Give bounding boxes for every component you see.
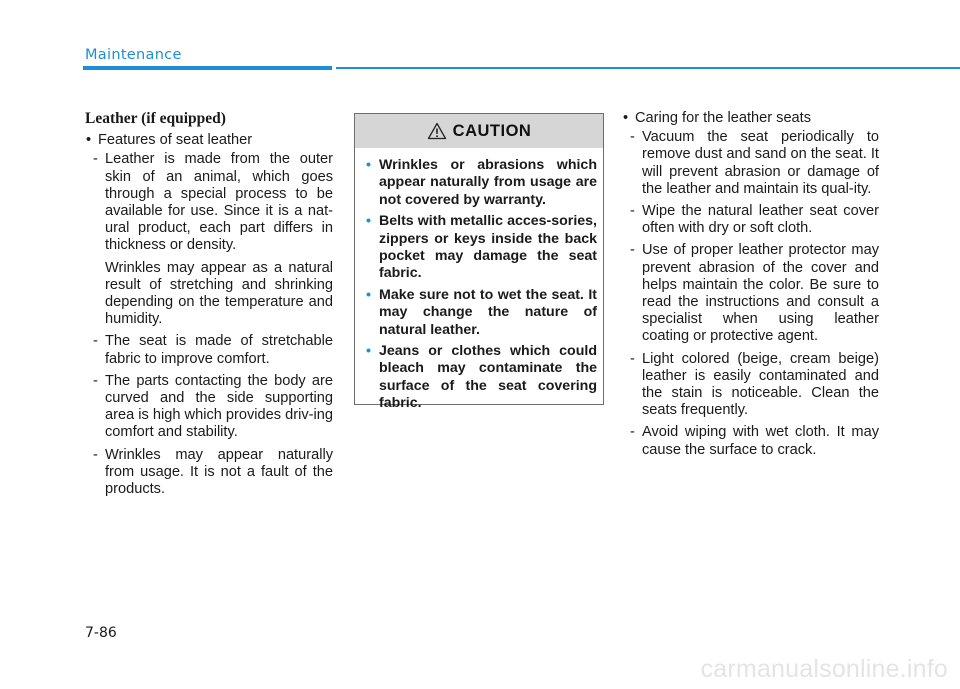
caution-item-text: Wrinkles or abrasions which appear naturally from usage are not covered by warranty. <box>379 157 597 208</box>
list-item <box>85 373 333 442</box>
dash-mark: - <box>93 372 98 389</box>
list-item <box>622 424 879 458</box>
dash-mark: - <box>93 333 98 350</box>
right-column <box>622 110 879 464</box>
caution-body <box>355 148 603 413</box>
list-item <box>622 351 879 420</box>
caution-header <box>355 114 603 148</box>
list-item-text: Leather is made from the outer skin of an animal, which goes through a special process to be available for use. Since it is a nat-ural product, each part differs in thickness or density. <box>105 151 333 254</box>
list-item-text: Wrinkles may appear naturally from usage. It is not a fault of the products. <box>105 446 333 498</box>
caution-item <box>365 213 597 283</box>
warning-triangle-icon <box>427 122 447 140</box>
list-item-text: Wrinkles may appear as a natural result of stretching and shrinking depending on the temperature and humidity. <box>105 259 333 328</box>
section-title: Leather (if equipped) <box>85 110 226 127</box>
list-item <box>622 129 879 198</box>
list-item-text: The parts contacting the body are curved and the side supporting area is high which provides driv-ing comfort and stability. <box>105 372 333 441</box>
bullet-heading: • Features of seat leather <box>85 132 333 149</box>
caution-item-text: Belts with metallic acces-sories, zippers or keys inside the back pocket may damage the seat fabric. <box>379 213 597 282</box>
dash-mark: - <box>630 350 635 367</box>
dash-mark: - <box>630 129 635 146</box>
dash-mark: - <box>93 151 98 168</box>
caution-item <box>365 287 597 339</box>
list-item-text: Avoid wiping with wet cloth. It may cause the surface to crack. <box>642 424 879 458</box>
list-item <box>622 203 879 237</box>
caution-item <box>365 343 597 413</box>
caution-item-text: Make sure not to wet the seat. It may change the nature of natural leather. <box>379 286 597 338</box>
section-header-label: Maintenance <box>85 47 182 63</box>
bullet-dot: • <box>366 213 371 230</box>
header-rule-thin <box>336 67 960 69</box>
left-column <box>85 110 333 503</box>
caution-box <box>354 113 604 412</box>
list-item <box>85 447 333 499</box>
caution-title: CAUTION <box>452 121 532 140</box>
list-item-text: Use of proper leather protector may prevent abrasion of the cover and helps maintain the color. Be sure to read the instructions and consult a specialist when using leather coating or protective agent. <box>642 242 879 345</box>
bullet-dot: • <box>366 157 371 173</box>
bullet-heading: • Caring for the leather seats <box>622 110 879 127</box>
caution-item <box>365 157 597 209</box>
list-item <box>85 151 333 254</box>
dash-list <box>622 129 879 459</box>
list-item <box>85 333 333 367</box>
header-rule-thick <box>83 66 332 70</box>
list-item-text: Light colored (beige, cream beige) leather is easily contaminated and the stain is noticeable. Clean the seats frequently. <box>642 350 879 419</box>
page-number: 7-86 <box>85 625 117 641</box>
caution-item-text: Jeans or clothes which could bleach may contaminate the surface of the seat covering fabric. <box>379 343 597 412</box>
list-item-text: Wipe the natural leather seat cover often with dry or soft cloth. <box>642 203 879 237</box>
bullet-dot: • <box>366 343 371 360</box>
dash-mark: - <box>630 203 635 220</box>
dash-list <box>85 151 333 498</box>
list-item-continuation <box>85 260 333 329</box>
list-item-text: Vacuum the seat periodically to remove dust and sand on the seat. It will prevent abrasion or damage of the leather and maintain its qual-ity. <box>642 129 879 197</box>
list-item-text: The seat is made of stretchable fabric to improve comfort. <box>105 333 333 367</box>
watermark: carmanualsonline.info <box>700 655 948 683</box>
dash-mark: - <box>630 242 635 259</box>
dash-mark: - <box>93 446 98 463</box>
dash-mark: - <box>630 424 635 441</box>
list-item <box>622 242 879 345</box>
bullet-dot: • <box>366 286 371 303</box>
